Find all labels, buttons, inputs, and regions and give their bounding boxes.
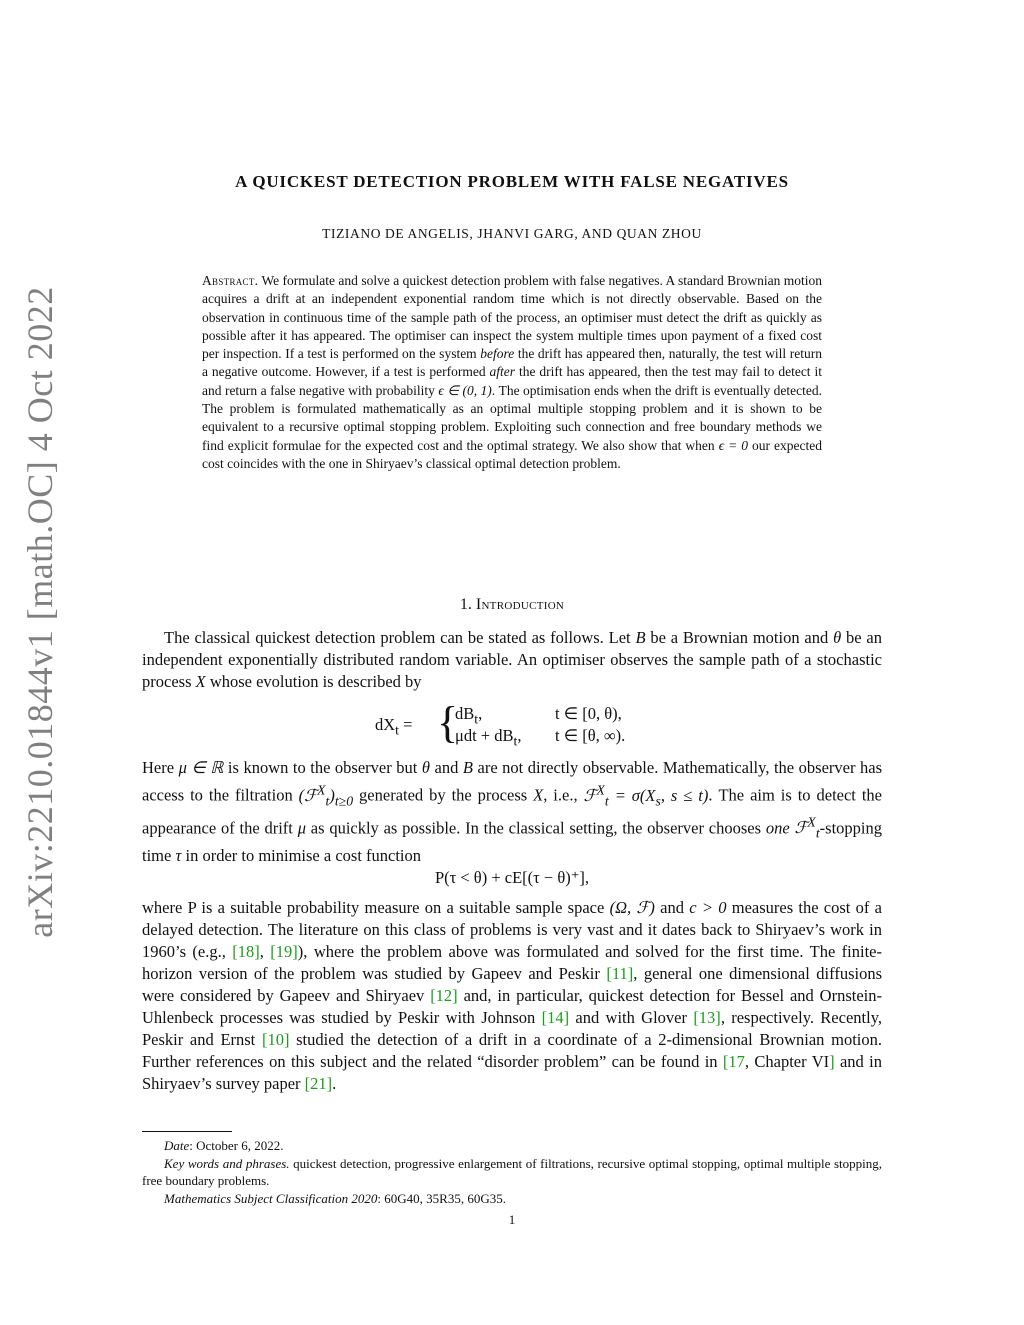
math: (Ω, ℱ): [609, 898, 655, 917]
text: generated by the process: [353, 785, 534, 805]
text: as quickly as possible. In the classical setting, the observer chooses: [305, 818, 766, 838]
m: = σ(X: [608, 785, 656, 805]
equation-cost-function: P(τ < θ) + cE[(τ − θ)⁺],: [434, 868, 590, 887]
citation-link[interactable]: ]: [829, 1052, 835, 1071]
text: are not directly observable. Mathematically, the observer has access to the filtration: [142, 758, 882, 805]
math: θ: [421, 758, 430, 777]
abstract-math: ϵ = 0: [718, 437, 749, 453]
abstract-text: our expected cost coincides with the one in Shiryaev’s classical optimal detection problem.: [202, 437, 823, 471]
text: whose evolution is described by: [205, 672, 422, 691]
text: , i.e.,: [543, 785, 584, 805]
text: in order to minimise a cost function: [181, 845, 422, 865]
case-1-condition: t ∈ [0, θ),: [555, 704, 622, 723]
math: X: [533, 785, 544, 805]
footnote-label: Key words and phrases.: [164, 1155, 290, 1171]
math: τ: [175, 845, 182, 865]
text: , general one dimensional diffusions were considered by Gapeev and Shiryaev: [142, 964, 882, 1005]
intro-paragraph-3: [142, 897, 882, 1095]
cases-brace: {: [437, 698, 459, 747]
math: [298, 782, 354, 808]
citation-link[interactable]: [17: [722, 1052, 745, 1071]
equation-process-dynamics: [375, 698, 675, 750]
text: measures the cost of a delayed detection. The literature on this class of problems is very vast and it dates back to Shiryaev’s work in 1960’s (e.g.,: [142, 898, 882, 961]
text: ,: [259, 942, 271, 961]
m: t: [604, 792, 609, 808]
m: ℱ: [789, 818, 808, 838]
arxiv-stamp: [0, 0, 80, 1325]
text: -stopping time: [142, 818, 882, 865]
expr: μdt + dB: [455, 726, 514, 745]
expr-sub: t: [474, 711, 479, 727]
text: , Chapter VI: [744, 1052, 830, 1071]
m: , s ≤ t): [660, 785, 709, 805]
m: s: [655, 792, 661, 808]
math: B: [462, 758, 473, 777]
emphasis: one: [765, 818, 790, 838]
text: , respectively. Recently, Peskir and Ernst: [142, 1008, 883, 1049]
text: be a Brownian motion and: [645, 628, 834, 647]
citation-link[interactable]: [10]: [261, 1030, 290, 1049]
footnote-msc: [142, 1190, 882, 1208]
text: is known to the observer but: [223, 758, 422, 777]
abstract-text: the drift has appeared, then the test may fail to detect it and return a false negative with probability: [202, 364, 822, 398]
text: Here: [142, 758, 179, 777]
lhs-eq: =: [399, 715, 413, 734]
text: is a suitable probability measure on a suitable sample space: [196, 898, 610, 917]
intro-paragraph-1: [142, 627, 882, 693]
expr: dB: [455, 704, 475, 723]
section-title: Introduction: [475, 596, 565, 613]
abstract: [202, 272, 822, 473]
text: and with Glover: [569, 1008, 694, 1027]
text: .: [332, 1074, 337, 1093]
abstract-label: Abstract.: [202, 273, 259, 288]
m: X: [807, 814, 816, 830]
footnote-label: Date: [164, 1138, 190, 1153]
citation-link[interactable]: [12]: [430, 986, 458, 1005]
citation-link[interactable]: [19]: [270, 942, 298, 961]
expr-sub: t: [513, 733, 518, 749]
abstract-emphasis: after: [489, 364, 516, 380]
case-1-expression: [455, 704, 482, 727]
text: ), where the problem above was formulated and solved for the first time. The finite-horizon version of the problem was studied by Gapeev and Peskir: [142, 942, 882, 983]
text: and: [654, 898, 690, 917]
m: t≥0: [334, 792, 354, 808]
equation-lhs: [375, 715, 412, 738]
comma: ,: [478, 704, 483, 723]
text: . The aim is to detect the appearance of the drift: [142, 785, 882, 838]
m: ): [329, 785, 335, 805]
case-2-expression: [455, 726, 521, 749]
text: and: [430, 758, 463, 777]
text: where: [142, 898, 188, 917]
math: μ: [297, 818, 306, 838]
math: [789, 814, 820, 841]
footnote-label: Mathematics Subject Classification 2020: [164, 1190, 378, 1206]
citation-link[interactable]: [21]: [304, 1074, 333, 1093]
paper-title: A QUICKEST DETECTION PROBLEM WITH FALSE NEGATIVES: [235, 172, 789, 191]
math: θ: [833, 628, 842, 647]
math: c > 0: [689, 898, 727, 917]
text: and in Shiryaev’s survey paper: [142, 1052, 882, 1093]
footnotes: [142, 1137, 882, 1207]
abstract-text: the drift has appeared then, naturally, the test will return a negative outcome. However, if a test is performed: [202, 346, 822, 380]
m: ℱ: [583, 785, 597, 805]
footnote-value: : 60G40, 35R35, 60G35.: [377, 1190, 506, 1206]
citation-link[interactable]: [13]: [693, 1008, 721, 1027]
text: The classical quickest detection problem can be stated as follows. Let: [164, 628, 636, 647]
abstract-math: ϵ ∈ (0, 1): [438, 382, 492, 398]
footnote-value: : October 6, 2022.: [189, 1138, 284, 1153]
case-2-condition: t ∈ [θ, ∞).: [555, 726, 626, 745]
math: X: [195, 672, 206, 691]
abstract-text: We formulate and solve a quickest detection problem with false negatives. A standard Brownian motion acquires a drift at an independent exponential random time which is not directly observable. Based on the observation in continuous time of the sample path of the process, an optimiser must detect the drift as quickly as possible after it has appeared. The optimiser can inspect the system multiple times upon payment of a fixed cost per inspection. If a test is performed on the system: [202, 273, 822, 362]
m: (ℱ: [298, 785, 318, 805]
math: P: [187, 898, 197, 917]
page-number: 1: [508, 1212, 516, 1227]
citation-link[interactable]: [18]: [232, 942, 260, 961]
citation-link[interactable]: [11]: [606, 964, 634, 983]
comma: ,: [517, 726, 522, 745]
math: μ ∈ ℝ: [178, 758, 224, 777]
arxiv-identifier: arXiv:2210.01844v1 [math.OC] 4 Oct 2022: [20, 286, 60, 938]
text: and, in particular, quickest detection for Bessel and Ornstein-Uhlenbeck processes was studied by Peskir with Johnson: [142, 986, 882, 1027]
footnote-rule: [142, 1131, 232, 1132]
abstract-text: . The optimisation ends when the drift is eventually detected. The problem is formulated mathematically as an optimal multiple stopping problem and it is shown to be equivalent to a recursive optimal stopping problem. Exploiting such connection and free boundary methods we find explicit formulae for the expected cost and the optimal strategy. We also show that when: [202, 382, 822, 453]
footnote-date: [142, 1137, 882, 1155]
math: B: [635, 628, 646, 647]
lhs-text: dX: [375, 715, 396, 734]
m: X: [596, 782, 605, 797]
text: be an independent exponentially distributed random variable. An optimiser observes the sample path of a stochastic process: [142, 628, 882, 691]
footnote-value: quickest detection, progressive enlargement of filtrations, recursive optimal stopping, optimal multiple stopping, free boundary problems.: [142, 1155, 883, 1188]
section-number: 1.: [459, 596, 472, 613]
math: [583, 782, 709, 808]
abstract-emphasis: before: [480, 346, 515, 362]
m: t: [325, 792, 330, 808]
paper-authors: TIZIANO DE ANGELIS, JHANVI GARG, AND QUAN ZHOU: [322, 226, 702, 241]
intro-paragraph-2: [142, 757, 882, 867]
text: studied the detection of a drift in a coordinate of a 2-dimensional Brownian motion. Further references on this subject and the related “disorder problem” can be found in: [142, 1030, 882, 1071]
section-heading: [0, 596, 1024, 614]
m: X: [317, 782, 326, 797]
citation-link[interactable]: [14]: [541, 1008, 570, 1027]
m: t: [815, 825, 820, 841]
lhs-sub: t: [395, 722, 399, 738]
footnote-keywords: [142, 1155, 882, 1190]
